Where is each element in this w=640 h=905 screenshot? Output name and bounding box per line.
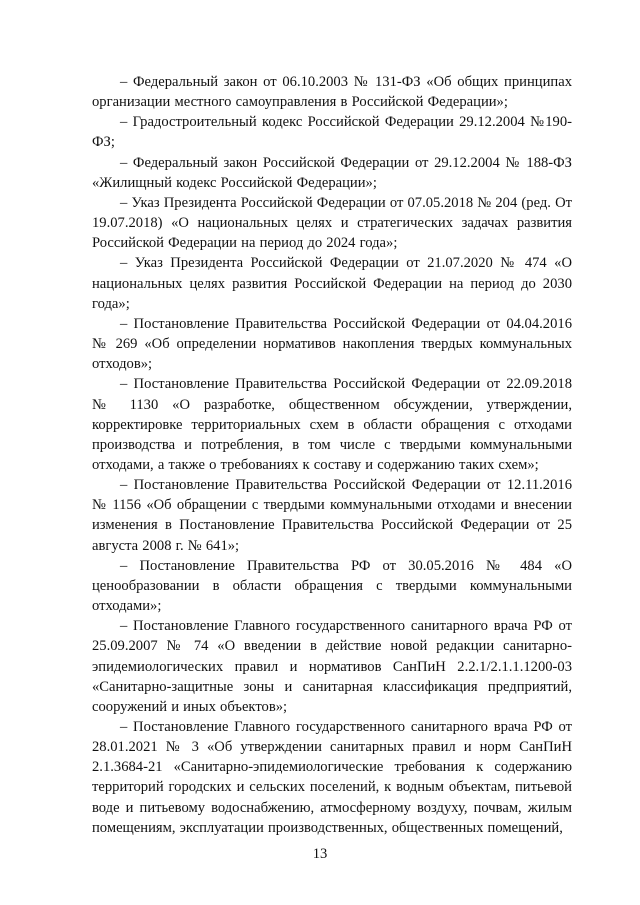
list-item: – Постановление Правительства Российской Федерации от 12.11.2016 № 1156 «Об обращении с твердыми коммунальными отходами и внесении изменения в Постановление Правительства Российской Федерации от 25 августа 2008 г. № 641»;: [92, 477, 572, 554]
list-item: – Постановление Правительства Российской Федерации от 22.09.2018 № 1130 «О разработке, общественном обсуждении, утверждении, корректировке территориальных схем в области обращения с отходами производства и потребления, в том числе с твердыми коммунальными отходами, а также о требованиях к составу и содержанию таких схем»;: [92, 376, 572, 473]
list-item: – Указ Президента Российской Федерации от 07.05.2018 № 204 (ред. От 19.07.2018) «О национальных целях и стратегических задачах развития Российской Федерации на период до 2024 года»;: [92, 194, 572, 252]
list-item: – Постановление Главного государственного санитарного врача РФ от 25.09.2007 № 74 «О введении в действие новой редакции санитарно-эпидемиологических правил и нормативов СанПиН 2.2.1/2.1.1.1200-03 «Санитарно-защитные зоны и санитарная классификация предприятий, сооружений и иных объектов»;: [92, 618, 572, 715]
list-item: – Постановление Правительства Российской Федерации от 04.04.2016 № 269 «Об определении нормативов накопления твердых коммунальных отходов»;: [92, 315, 572, 373]
list-item: – Федеральный закон от 06.10.2003 № 131-ФЗ «Об общих принципах организации местного самоуправления в Российской Федерации»;: [92, 74, 572, 111]
list-item: – Постановление Главного государственного санитарного врача РФ от 28.01.2021 № 3 «Об утверждении санитарных правил и норм СанПиН 2.1.3684-21 «Санитарно-эпидемиологические требования к содержанию территорий городских и сельских поселений, к водным объектам, питьевой воде и питьевому водоснабжению, атмосферному воздуху, почвам, жилым помещениям, эксплуатации производственных, общественных помещений,: [92, 719, 572, 836]
page-number: 13: [312, 846, 328, 862]
list-item: – Постановление Правительства РФ от 30.05.2016 № 484 «О ценообразовании в области обращения с твердыми коммунальными отходами»;: [92, 557, 572, 615]
list-item: – Указ Президента Российской Федерации от 21.07.2020 № 474 «О национальных целях развития Российской Федерации на период до 2030 года»;: [92, 255, 572, 312]
list-item: – Градостроительный кодекс Российской Федерации 29.12.2004 №190-ФЗ;: [92, 114, 572, 151]
list-item: – Федеральный закон Российской Федерации от 29.12.2004 № 188-ФЗ «Жилищный кодекс Российской Федерации»;: [92, 154, 572, 191]
